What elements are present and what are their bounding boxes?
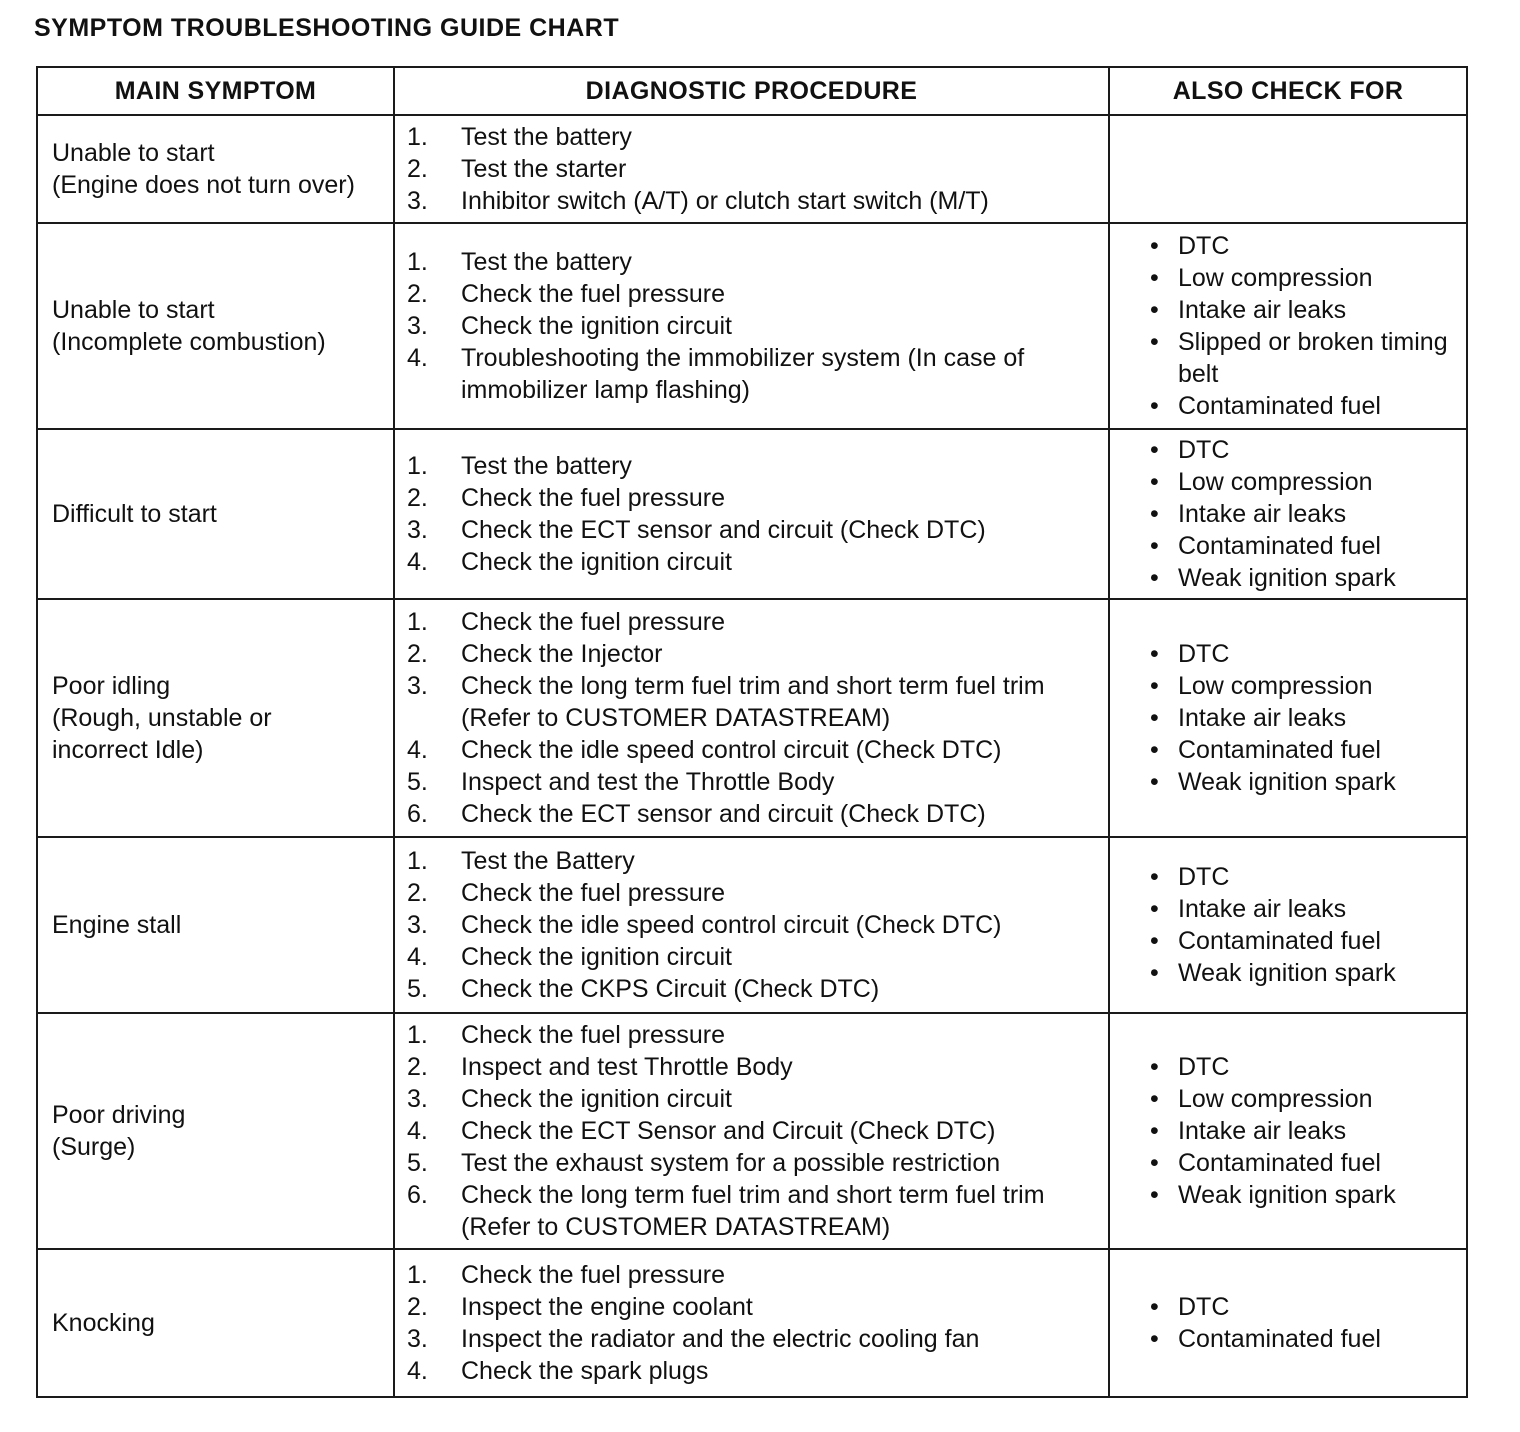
step-text: Check the fuel pressure: [461, 1021, 726, 1049]
procedure-cell: [394, 1249, 1109, 1397]
step-number: 4.: [407, 344, 428, 372]
procedure-step: [407, 1179, 1100, 1243]
step-number: 4.: [407, 548, 428, 576]
step-text: Test the battery: [461, 452, 632, 480]
procedure-step: [407, 941, 1100, 973]
table-row: [37, 1013, 1467, 1249]
also-check-cell: [1109, 599, 1467, 837]
procedure-step: [407, 1259, 1100, 1291]
procedure-step: [407, 482, 1100, 514]
header-also-check-for: ALSO CHECK FOR: [1109, 67, 1467, 115]
procedure-cell: [394, 1013, 1109, 1249]
step-text: Check the ECT sensor and circuit (Check DTC): [461, 800, 986, 828]
procedure-step: [407, 638, 1100, 670]
procedure-step: [407, 670, 1100, 734]
procedure-step: [407, 450, 1100, 482]
step-number: 6.: [407, 800, 428, 828]
also-check-cell: [1109, 429, 1467, 599]
table-row: [37, 223, 1467, 429]
step-text: Check the Injector: [461, 640, 663, 668]
symptom-cell: [37, 429, 394, 599]
also-check-item: • Low compression: [1150, 262, 1460, 294]
step-number: 2.: [407, 280, 428, 308]
step-text: Inspect and test Throttle Body: [461, 1053, 793, 1081]
step-number: 3.: [407, 911, 428, 939]
step-number: 2.: [407, 1293, 428, 1321]
step-text: Test the battery: [461, 123, 632, 151]
procedure-step: [407, 1083, 1100, 1115]
step-text: Test the battery: [461, 248, 632, 276]
page-title: SYMPTOM TROUBLESHOOTING GUIDE CHART: [34, 14, 620, 42]
procedure-step: [407, 185, 1100, 217]
step-text: Check the ECT sensor and circuit (Check DTC): [461, 516, 986, 544]
procedure-step: [407, 310, 1100, 342]
header-diagnostic-procedure: DIAGNOSTIC PROCEDURE: [394, 67, 1109, 115]
step-text: Check the ignition circuit: [461, 943, 732, 971]
step-text: Check the idle speed control circuit (Check DTC): [461, 736, 1002, 764]
step-number: 5.: [407, 768, 428, 796]
step-number: 1.: [407, 1261, 428, 1289]
also-check-item: • Weak ignition spark: [1150, 1179, 1460, 1211]
troubleshooting-table: [36, 66, 1468, 1398]
step-text: Check the ignition circuit: [461, 312, 732, 340]
also-check-cell: [1109, 115, 1467, 223]
also-check-item: • Slipped or broken timing belt: [1150, 326, 1460, 390]
procedure-step: [407, 909, 1100, 941]
step-text: Check the fuel pressure: [461, 1261, 726, 1289]
procedure-step: [407, 514, 1100, 546]
procedure-step: [407, 1355, 1100, 1387]
procedure-step: [407, 1019, 1100, 1051]
step-text: Check the long term fuel trim and short term fuel trim (Refer to CUSTOMER DATASTREAM): [461, 672, 1045, 732]
symptom-cell: [37, 837, 394, 1013]
table-row: [37, 115, 1467, 223]
also-check-cell: [1109, 1013, 1467, 1249]
table-row: [37, 1249, 1467, 1397]
also-check-item: • Intake air leaks: [1150, 702, 1460, 734]
step-number: 2.: [407, 484, 428, 512]
also-check-item: • Low compression: [1150, 670, 1460, 702]
step-number: 1.: [407, 123, 428, 151]
procedure-cell: [394, 223, 1109, 429]
step-number: 1.: [407, 248, 428, 276]
procedure-step: [407, 1147, 1100, 1179]
procedure-step: [407, 1323, 1100, 1355]
header-row: [37, 67, 1467, 115]
step-text: Inhibitor switch (A/T) or clutch start switch (M/T): [461, 187, 989, 215]
symptom-text: Difficult to start: [52, 500, 217, 528]
symptom-text: Unable to start: [52, 296, 215, 324]
also-check-item: • Contaminated fuel: [1150, 1147, 1460, 1179]
procedure-step: [407, 606, 1100, 638]
procedure-step: [407, 877, 1100, 909]
step-text: Inspect and test the Throttle Body: [461, 768, 835, 796]
step-number: 3.: [407, 187, 428, 215]
step-number: 3.: [407, 516, 428, 544]
step-text: Check the fuel pressure: [461, 879, 726, 907]
step-number: 2.: [407, 879, 428, 907]
symptom-cell: [37, 115, 394, 223]
procedure-step: [407, 1051, 1100, 1083]
symptom-text: Knocking: [52, 1309, 155, 1337]
step-text: Inspect the engine coolant: [461, 1293, 753, 1321]
also-check-item: • DTC: [1150, 1291, 1460, 1323]
procedure-step: [407, 798, 1100, 830]
procedure-step: [407, 1115, 1100, 1147]
table-row: [37, 429, 1467, 599]
step-text: Check the ignition circuit: [461, 1085, 732, 1113]
step-text: Check the spark plugs: [461, 1357, 709, 1385]
also-check-item: • Weak ignition spark: [1150, 562, 1460, 594]
symptom-cell: [37, 599, 394, 837]
step-number: 1.: [407, 608, 428, 636]
step-text: Test the Battery: [461, 847, 635, 875]
procedure-step: [407, 278, 1100, 310]
symptom-text: (Rough, unstable or: [52, 704, 272, 732]
also-check-item: • DTC: [1150, 230, 1460, 262]
symptom-text: Poor idling: [52, 672, 171, 700]
also-check-item: • DTC: [1150, 1051, 1460, 1083]
table-row: [37, 837, 1467, 1013]
also-check-item: • Contaminated fuel: [1150, 1323, 1460, 1355]
also-check-item: • DTC: [1150, 638, 1460, 670]
table-body: [37, 115, 1467, 1397]
procedure-cell: [394, 429, 1109, 599]
step-number: 4.: [407, 736, 428, 764]
step-number: 3.: [407, 1325, 428, 1353]
also-check-item: • Contaminated fuel: [1150, 734, 1460, 766]
step-text: Check the idle speed control circuit (Check DTC): [461, 911, 1002, 939]
symptom-cell: [37, 1013, 394, 1249]
also-check-item: • Low compression: [1150, 1083, 1460, 1115]
procedure-step: [407, 546, 1100, 578]
also-check-item: • DTC: [1150, 861, 1460, 893]
step-number: 3.: [407, 1085, 428, 1113]
also-check-item: • Contaminated fuel: [1150, 925, 1460, 957]
procedure-step: [407, 153, 1100, 185]
symptom-cell: [37, 223, 394, 429]
step-number: 3.: [407, 672, 428, 700]
procedure-cell: [394, 837, 1109, 1013]
also-check-item: • DTC: [1150, 434, 1460, 466]
step-number: 1.: [407, 452, 428, 480]
procedure-step: [407, 121, 1100, 153]
step-number: 1.: [407, 847, 428, 875]
also-check-item: • Intake air leaks: [1150, 498, 1460, 530]
step-number: 4.: [407, 943, 428, 971]
step-number: 6.: [407, 1181, 428, 1209]
step-text: Check the CKPS Circuit (Check DTC): [461, 975, 880, 1003]
also-check-cell: [1109, 223, 1467, 429]
step-number: 2.: [407, 1053, 428, 1081]
also-check-item: • Intake air leaks: [1150, 1115, 1460, 1147]
also-check-item: • Weak ignition spark: [1150, 766, 1460, 798]
procedure-step: [407, 1291, 1100, 1323]
symptom-text: (Incomplete combustion): [52, 328, 326, 356]
step-number: 1.: [407, 1021, 428, 1049]
step-text: Troubleshooting the immobilizer system (In case of immobilizer lamp flashing): [461, 344, 1025, 404]
step-text: Check the ECT Sensor and Circuit (Check DTC): [461, 1117, 996, 1145]
procedure-step: [407, 766, 1100, 798]
symptom-text: (Surge): [52, 1133, 136, 1161]
also-check-item: • Contaminated fuel: [1150, 530, 1460, 562]
step-text: Check the long term fuel trim and short term fuel trim (Refer to CUSTOMER DATASTREAM): [461, 1181, 1045, 1241]
step-text: Check the fuel pressure: [461, 280, 726, 308]
step-text: Check the fuel pressure: [461, 484, 726, 512]
procedure-step: [407, 734, 1100, 766]
also-check-cell: [1109, 837, 1467, 1013]
table-row: [37, 599, 1467, 837]
step-number: 5.: [407, 975, 428, 1003]
step-number: 4.: [407, 1117, 428, 1145]
header-main-symptom: MAIN SYMPTOM: [37, 67, 394, 115]
symptom-text: incorrect Idle): [52, 736, 204, 764]
symptom-text: Engine stall: [52, 911, 182, 939]
symptom-text: Unable to start: [52, 139, 215, 167]
also-check-item: • Contaminated fuel: [1150, 390, 1460, 422]
step-number: 4.: [407, 1357, 428, 1385]
symptom-text: Poor driving: [52, 1101, 186, 1129]
also-check-cell: [1109, 1249, 1467, 1397]
step-text: Check the fuel pressure: [461, 608, 726, 636]
symptom-text: (Engine does not turn over): [52, 171, 355, 199]
procedure-cell: [394, 115, 1109, 223]
step-text: Test the exhaust system for a possible restriction: [461, 1149, 1001, 1177]
step-text: Inspect the radiator and the electric cooling fan: [461, 1325, 980, 1353]
step-text: Test the starter: [461, 155, 627, 183]
also-check-item: • Weak ignition spark: [1150, 957, 1460, 989]
step-number: 3.: [407, 312, 428, 340]
also-check-item: • Low compression: [1150, 466, 1460, 498]
step-number: 2.: [407, 640, 428, 668]
step-number: 5.: [407, 1149, 428, 1177]
symptom-cell: [37, 1249, 394, 1397]
step-text: Check the ignition circuit: [461, 548, 732, 576]
also-check-item: • Intake air leaks: [1150, 893, 1460, 925]
procedure-step: [407, 342, 1100, 406]
procedure-cell: [394, 599, 1109, 837]
procedure-step: [407, 845, 1100, 877]
step-number: 2.: [407, 155, 428, 183]
procedure-step: [407, 973, 1100, 1005]
also-check-item: • Intake air leaks: [1150, 294, 1460, 326]
procedure-step: [407, 246, 1100, 278]
